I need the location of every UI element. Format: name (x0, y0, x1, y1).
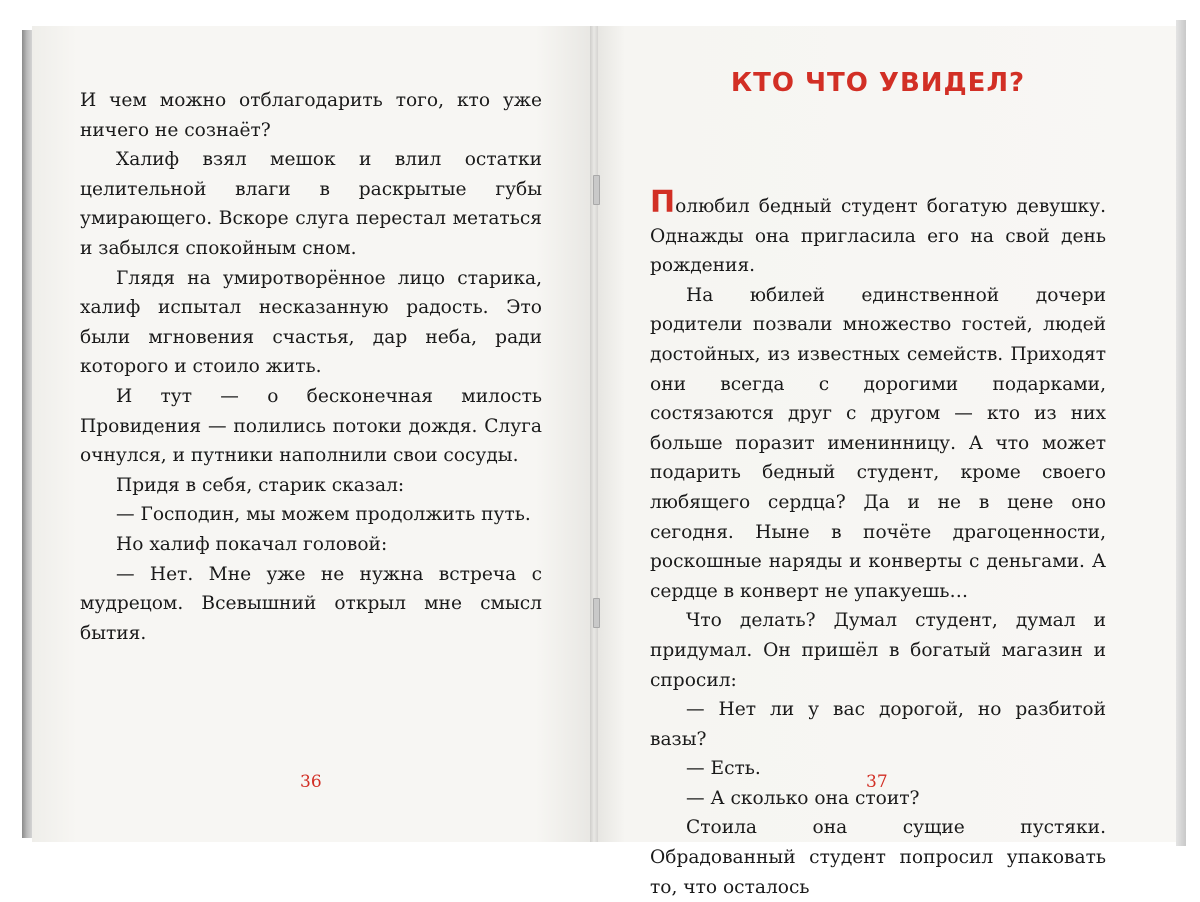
paragraph: — Господин, мы можем продолжить путь. (116, 504, 531, 526)
paragraph: Глядя на умиротворённое лицо старика, халиф испытал несказанную радость. Это были мгновения счастья, дар неба, ради которого и стоило жить. (80, 267, 542, 378)
paragraph: Что делать? Думал студент, думал и придумал. Он пришёл в богатый магазин и спросил: (650, 610, 1106, 691)
paragraph: И чем можно отблагодарить того, кто уже ничего не сознаёт? (80, 90, 542, 141)
left-page-text (80, 86, 542, 648)
book-gutter (590, 26, 598, 842)
staple-top (593, 175, 600, 205)
page-number-right: 37 (866, 772, 888, 792)
page-number-left: 36 (300, 772, 322, 792)
paragraph: — Нет ли у вас дорогой, но разбитой вазы? (650, 699, 1106, 750)
drop-cap: П (650, 185, 676, 220)
first-paragraph (650, 185, 1106, 281)
paragraph: На юбилей единственной дочери родители позвали множество гостей, людей достойных, из известных семейств. Приходят они всегда с дорогими подарками, состязаются друг с другом — кто из них больше поразит именинницу. А что может подарить бедный студент, кроме своего любящего сердца? Да и не в цене оно сегодня. Ныне в почёте драгоценности, роскошные наряды и конверты с деньгами. А сердце в конверт не упакуешь… (650, 284, 1106, 602)
paragraph: Придя в себя, старик сказал: (116, 474, 405, 496)
paragraph: — Есть. (686, 758, 761, 780)
paragraph: — Нет. Мне уже не нужна встреча с мудрецом. Всевышний открыл мне смысл бытия. (80, 563, 542, 644)
chapter-title: КТО ЧТО УВИДЕЛ? (730, 68, 1026, 98)
right-page-edges (1176, 20, 1186, 846)
staple-bottom (593, 598, 600, 628)
first-paragraph-text: олюбил бедный студент богатую девушку. Однажды она пригласила его на свой день рождения. (650, 196, 1106, 277)
right-page-text (650, 185, 1106, 902)
paragraph: — А сколько она стоит? (686, 787, 920, 809)
paragraph: Халиф взял мешок и влил остатки целительной влаги в раскрытые губы умирающего. Вскоре слуга перестал метаться и забылся спокойным сном. (80, 149, 542, 259)
paragraph: И тут — о бесконечная милость Провидения — полились потоки дождя. Слуга очнулся, и путники наполнили свои сосуды. (80, 385, 542, 467)
paragraph: Но халиф покачал головой: (116, 533, 388, 555)
paragraph: Стоила она сущие пустяки. Обрадованный студент попросил упаковать то, что осталось (650, 817, 1106, 898)
